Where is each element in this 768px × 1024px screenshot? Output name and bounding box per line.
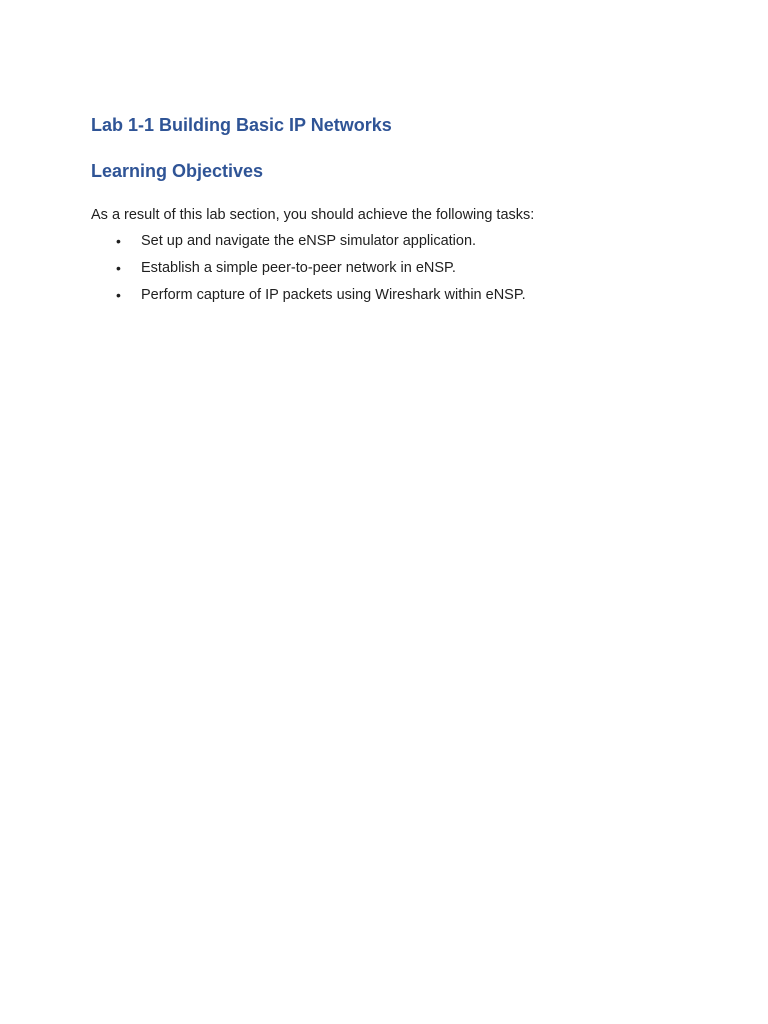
- intro-paragraph: As a result of this lab section, you should achieve the following tasks:: [91, 207, 535, 223]
- section-heading-learning-objectives: Learning Objectives: [91, 161, 264, 181]
- bullet-icon: •: [116, 233, 121, 249]
- objective-text: Perform capture of IP packets using Wireshark within eNSP.: [141, 287, 526, 303]
- bullet-icon: •: [116, 287, 121, 303]
- bullet-icon: •: [116, 260, 121, 276]
- objective-text: Establish a simple peer-to-peer network in eNSP.: [141, 260, 456, 276]
- lab-title: Lab 1-1 Building Basic IP Networks: [91, 115, 392, 135]
- objective-text: Set up and navigate the eNSP simulator application.: [141, 233, 477, 249]
